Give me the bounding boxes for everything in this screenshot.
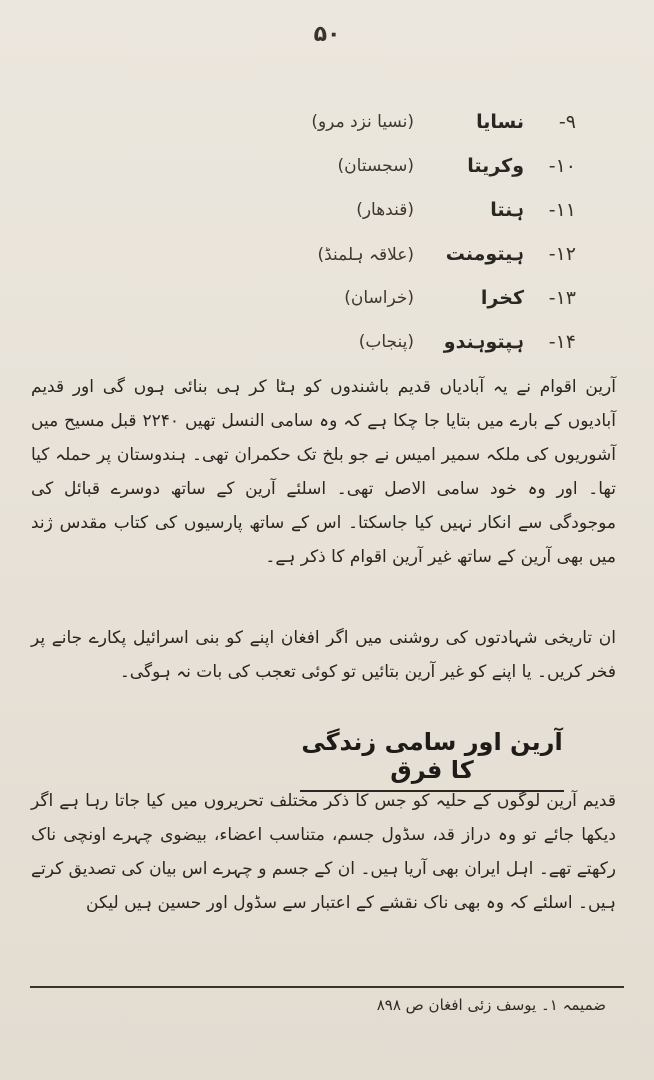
list-region: (علاقہ ہلمنڈ): [317, 244, 414, 265]
list-name: ہیتومنت: [445, 243, 524, 265]
list-name: نسایا: [476, 111, 524, 133]
list-item: [276, 232, 576, 276]
list-name: وکریتا: [467, 155, 524, 177]
list-number: ۱۲-: [548, 243, 576, 265]
list-item: [276, 276, 576, 320]
list-region: (پنجاب): [358, 332, 414, 352]
list-item: [276, 188, 576, 232]
list-item: [276, 144, 576, 188]
page-number: ۵۰: [313, 22, 341, 47]
tribe-list: [276, 100, 576, 364]
list-number: ۱۱-: [548, 199, 576, 221]
list-number: ۹-: [558, 111, 576, 133]
list-region: (نسیا نزد مرو): [311, 112, 414, 132]
list-item: [276, 320, 576, 364]
list-region: (خراسان): [344, 288, 414, 308]
footnote-divider: [30, 986, 624, 988]
list-name: ہنتا: [490, 199, 524, 221]
list-number: ۱۳-: [548, 287, 576, 309]
list-number: ۱۰-: [548, 155, 576, 177]
list-name: ہپتوہندو: [443, 331, 524, 353]
list-name: کخرا: [480, 287, 524, 309]
footnote: ضمیمہ ۱۔ یوسف زئی افغان ص ۸۹۸: [376, 996, 606, 1014]
list-number: ۱۴-: [548, 331, 576, 353]
list-region: (سجستان): [337, 156, 414, 176]
paragraph: ان تاریخی شہادتوں کی روشنی میں اگر افغان اپنے کو بنی اسرائیل پکارے جانے پر فخر کریں۔ یا اپنے کو غیر آرین بتائیں تو کوئی تعجب کی بات نہ ہوگی۔: [31, 628, 616, 682]
section-heading: آرین اور سامی زندگی کا فرق: [300, 728, 564, 792]
list-region: (قندھار): [356, 200, 414, 220]
paragraph: قدیم آرین لوگوں کے حلیہ کو جس کا ذکر مختلف تحریروں میں کیا جاتا رہا ہے اگر دیکھا جائے تو وہ دراز قد، سڈول جسم، متناسب اعضاء، بیضوی چہرے اونچی ناک رکھتے تھے۔ اہل ایران بھی آریا ہیں۔ ان کے جسم و چہرے اس بیان کی تصدیق کرتے ہیں۔ اسلئے کہ وہ بھی ناک نقشے کے اعتبار سے سڈول اور حسین ہیں لیکن: [31, 791, 616, 913]
list-item: [276, 100, 576, 144]
paragraph: آرین اقوام نے یہ آبادیاں قدیم باشندوں کو ہٹا کر ہی بنائی ہوں گی اور قدیم آبادیوں کے بارے میں بتایا جا چکا ہے کہ وہ سامی النسل تھیں ۲۲۴۰ قبل مسیح میں آشوریوں کی ملکہ سمیر امیس نے جو بلخ تک حکمران تھی۔ ہندوستان پر حملہ کیا تھا۔ اور وہ خود سامی الاصل تھی۔ اسلئے آرین کے ساتھ دوسرے قبائل کی موجودگی سے انکار نہیں کیا جاسکتا۔ اس کے ساتھ پارسیوں کی کتاب مقدس ژند میں بھی آرین کے ساتھ غیر آرین اقوام کا ذکر ہے۔: [31, 377, 616, 567]
